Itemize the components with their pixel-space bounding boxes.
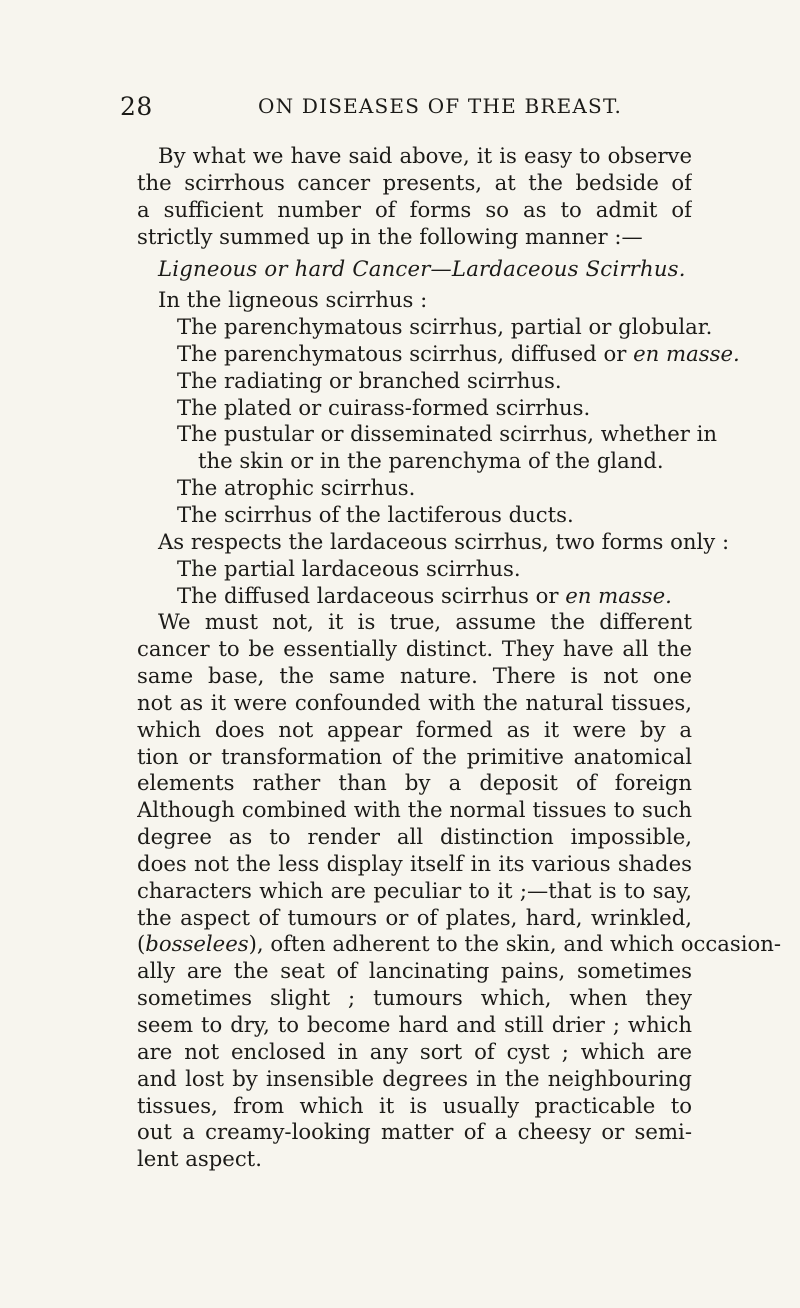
list-item: The radiating or branched scirrhus. [177,367,562,393]
list-intro: As respects the lardaceous scirrhus, two forms only : [158,528,730,554]
list-item: The plated or cuirass-formed scirrhus. [177,394,591,420]
list-item-continuation: the skin or in the parenchyma of the gland. [198,448,664,474]
text-line: sometimes slight ; tumours which, when they [137,985,692,1011]
list-item: The parenchymatous scirrhus, partial or globular. [177,314,713,340]
text-line: seem to dry, to become hard and still drier ; which [137,1012,692,1037]
text-line: a sufficient number of forms so as to admit of [137,196,692,222]
list-item: The scirrhus of the lactiferous ducts. [177,501,574,527]
list-intro: In the ligneous scirrhus : [158,287,428,313]
text-line: out a creamy-looking matter of a cheesy or semi- [137,1119,692,1145]
text-line: does not the less display itself in its various shades [137,850,692,876]
running-title: ON DISEASES OF THE BREAST. [258,94,623,118]
text-line: and lost by insensible degrees in the neighbouring [137,1065,692,1091]
text-line: same base, the same nature. There is not one [137,663,692,689]
page-header [120,92,720,122]
body-text [137,143,782,1173]
text-line: which does not appear formed as it were by a [137,716,692,742]
text-line: We must not, it is true, assume the different [158,609,692,635]
list-item: The diffused lardaceous scirrhus or en masse. [177,582,672,608]
text-line: lent aspect. [137,1146,262,1172]
text-line: tion or transformation of the primitive anatomical [137,743,692,769]
text-line: elements rather than by a deposit of foreign [137,770,692,796]
text-line: (bosselees), often adherent to the skin, and which occasion- [137,931,782,957]
text-line: cancer to be essentially distinct. They have all the [137,636,692,662]
list-item: The pustular or disseminated scirrhus, whether in [177,421,718,447]
list-item: The parenchymatous scirrhus, diffused or en masse. [177,340,740,366]
text-line: ally are the seat of lancinating pains, sometimes [137,958,692,984]
text-line: Although combined with the normal tissues to such [137,797,692,823]
text-line: the aspect of tumours or of plates, hard, wrinkled, [137,904,692,930]
list-item: The partial lardaceous scirrhus. [177,555,521,581]
page-number: 28 [120,92,153,121]
text-line: the scirrhous cancer presents, at the bedside of [137,169,692,195]
text-line: are not enclosed in any sort of cyst ; which are [137,1038,692,1064]
text-line: By what we have said above, it is easy to observe [158,143,692,168]
text-line: tissues, from which it is usually practicable to [137,1092,692,1118]
list-item: The atrophic scirrhus. [177,475,416,501]
text-line: not as it were confounded with the natural tissues, [137,689,692,715]
text-line: characters which are peculiar to it ;—that is to say, [137,877,692,903]
text-line: strictly summed up in the following manner :— [137,223,643,249]
section-heading: Ligneous or hard Cancer—Lardaceous Scirrhus. [158,256,686,282]
text-line: degree as to render all distinction impossible, [137,824,692,850]
